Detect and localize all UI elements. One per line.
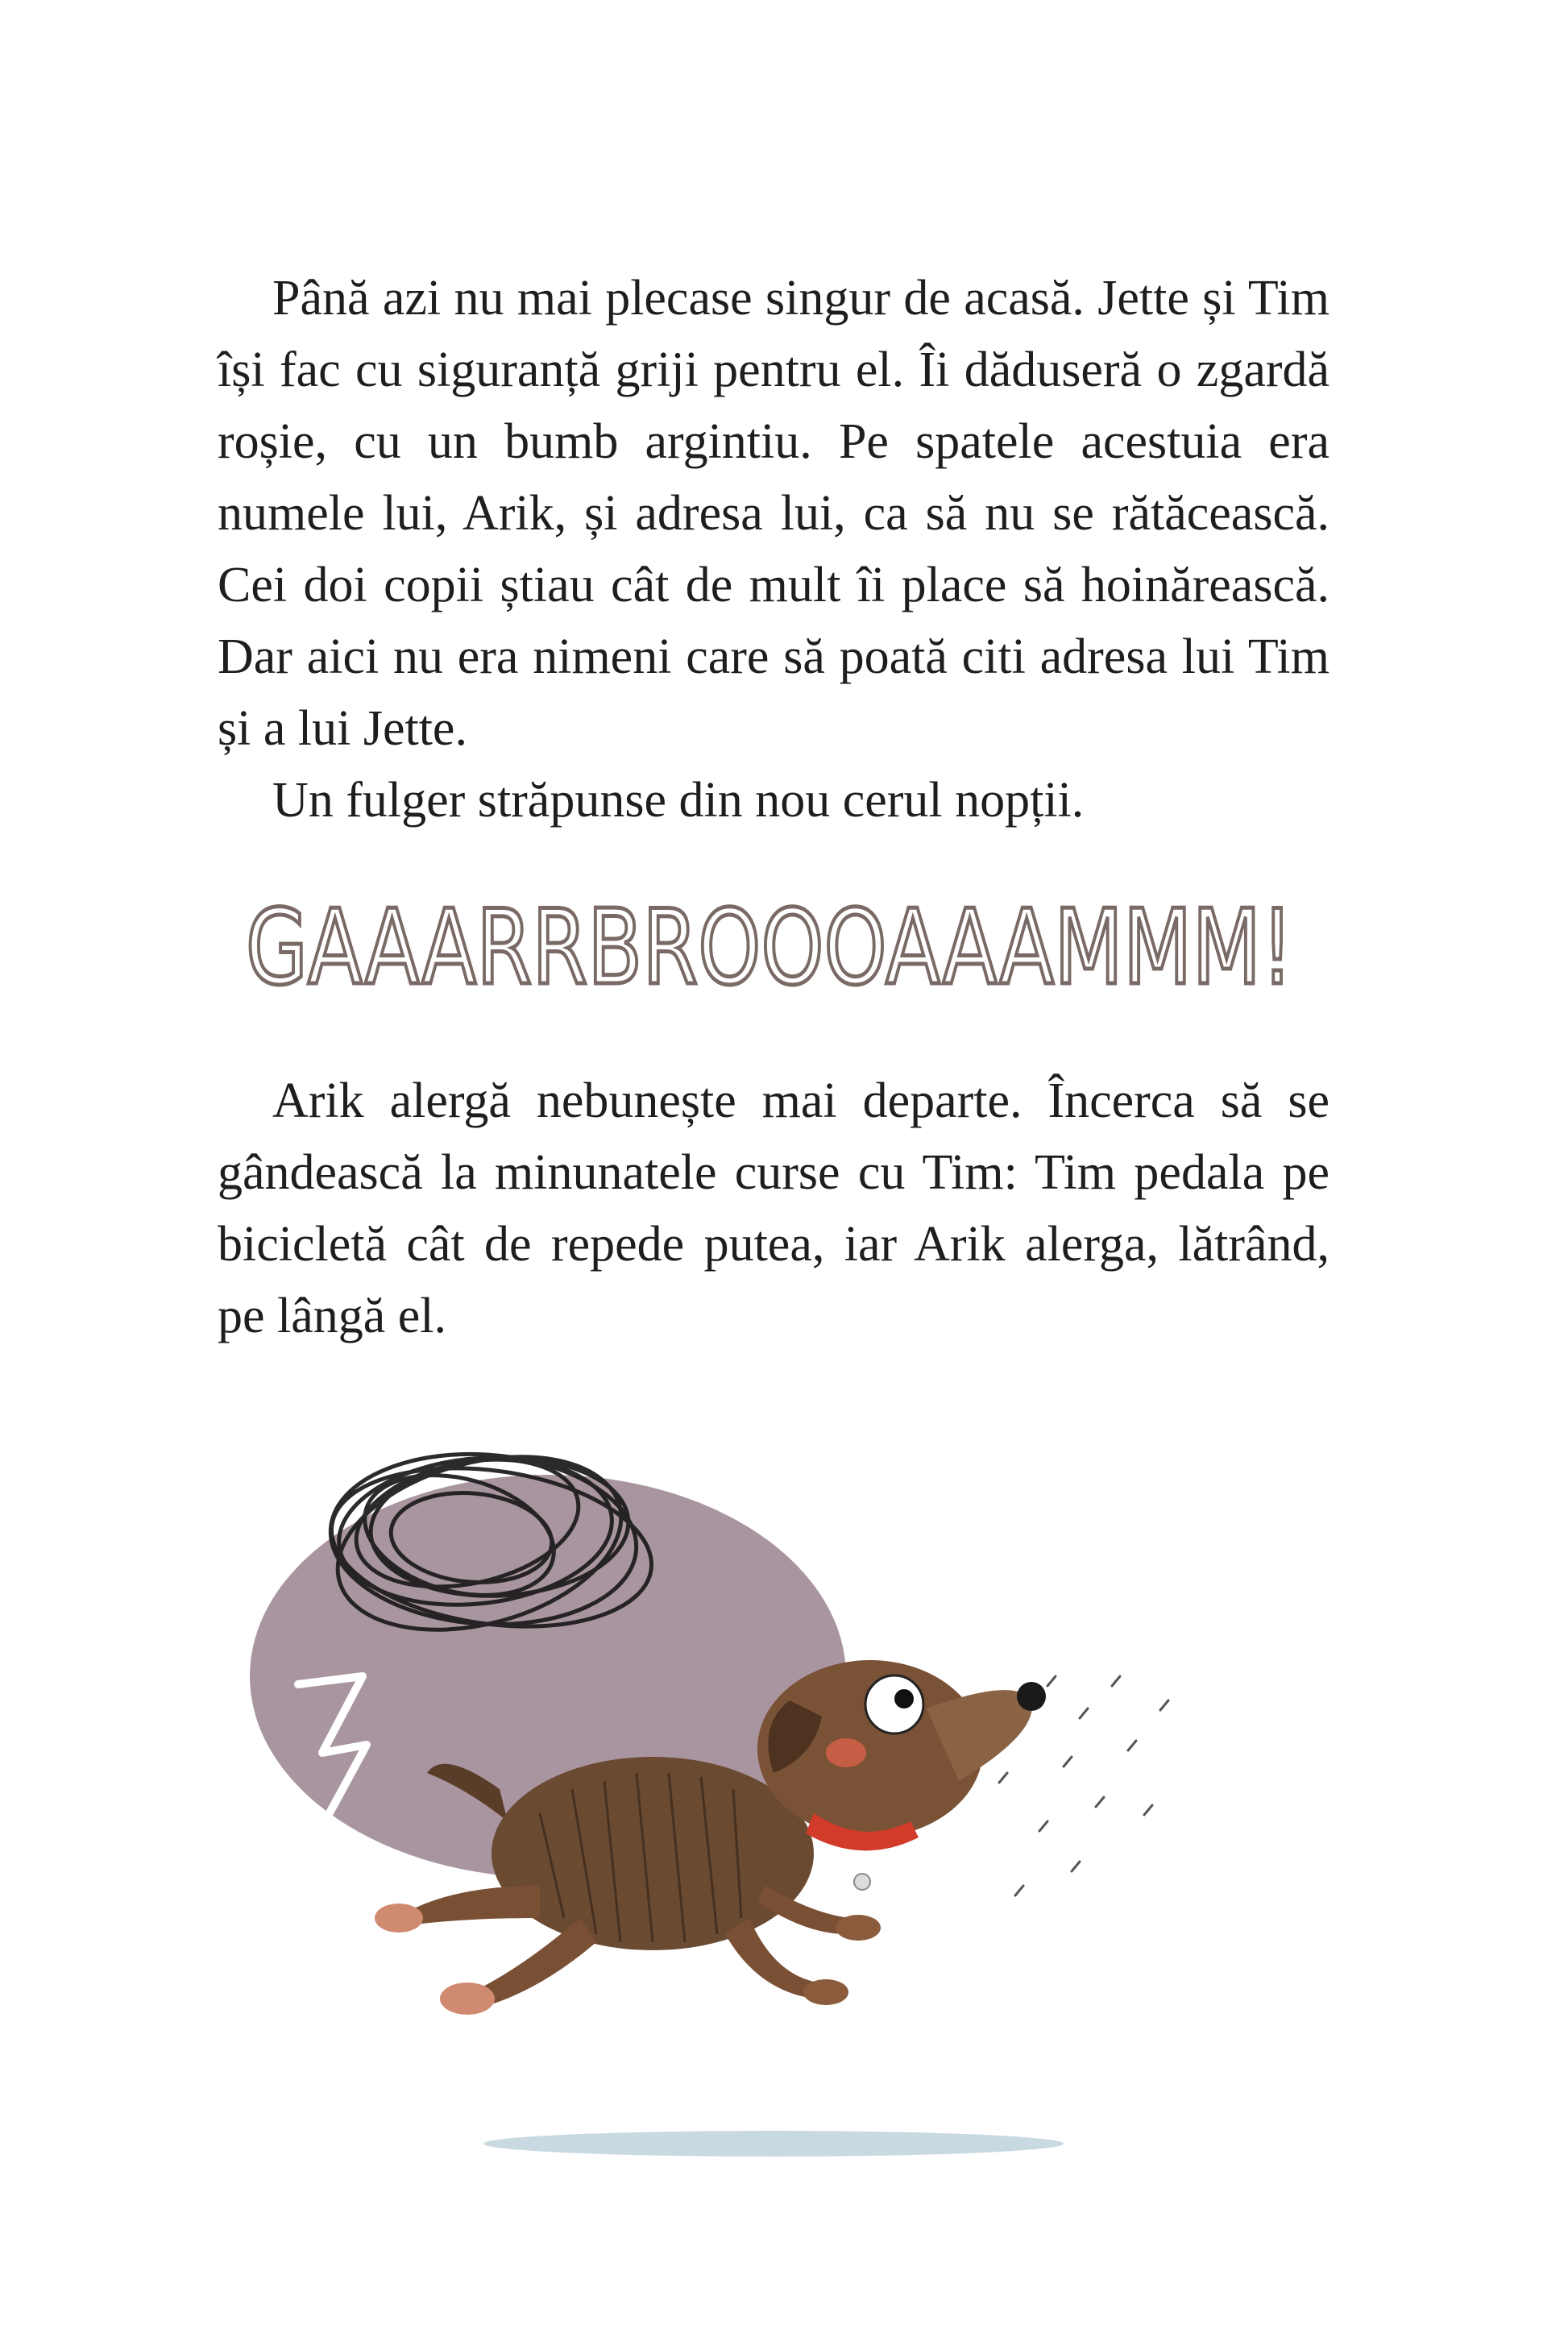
dog-back-leg-2 [475, 1918, 596, 2007]
text-block-top [218, 263, 1329, 837]
dog-front-leg-2 [725, 1918, 818, 1999]
dog-front-paw-2 [803, 1979, 848, 2005]
running-dog-illustration [201, 1434, 1362, 2176]
paragraph: Până azi nu mai plecase singur de acasă. Jette și Tim își fac cu siguranță griji pentru el. Îi dăduseră o zgardă roșie, cu un bumb argintiu. Pe spatele acestuia era numele lui, Arik, și adresa lui, ca să nu se rătăcească. Cei doi copii știau cât de mult îi place să hoinărească. Dar aici nu era nimeni care să poată citi adresa lui Tim și a lui Jette. [218, 271, 1329, 756]
paragraph: Arik alergă nebunește mai departe. Încerca să se gândească la minunatele curse cu Tim: Tim pedala pe bicicletă cât de repede putea, iar Arik alerga, lătrând, pe lângă el. [218, 1073, 1329, 1343]
dog-back-paw-2 [440, 1982, 495, 2015]
dog-body [492, 1757, 814, 1950]
dog-pupil [894, 1689, 914, 1708]
dog-front-paw [836, 1915, 881, 1941]
collar-tag [854, 1874, 870, 1890]
sound-effect-text: GAAARRBROOOAAAMMM! [246, 888, 1293, 1008]
thunder-sound-effect [246, 862, 1374, 1023]
dog-cheek [826, 1738, 866, 1767]
dog-back-leg [403, 1886, 540, 1926]
illustration-svg [201, 1434, 1362, 2176]
text-block-bottom [218, 1065, 1329, 1352]
dog-nose [1017, 1682, 1046, 1711]
paragraph: Un fulger străpunse din nou cerul nopții. [272, 773, 1085, 828]
dog-back-paw [375, 1904, 423, 1933]
ground-shadow [483, 2131, 1064, 2157]
dog-eye [865, 1675, 923, 1733]
